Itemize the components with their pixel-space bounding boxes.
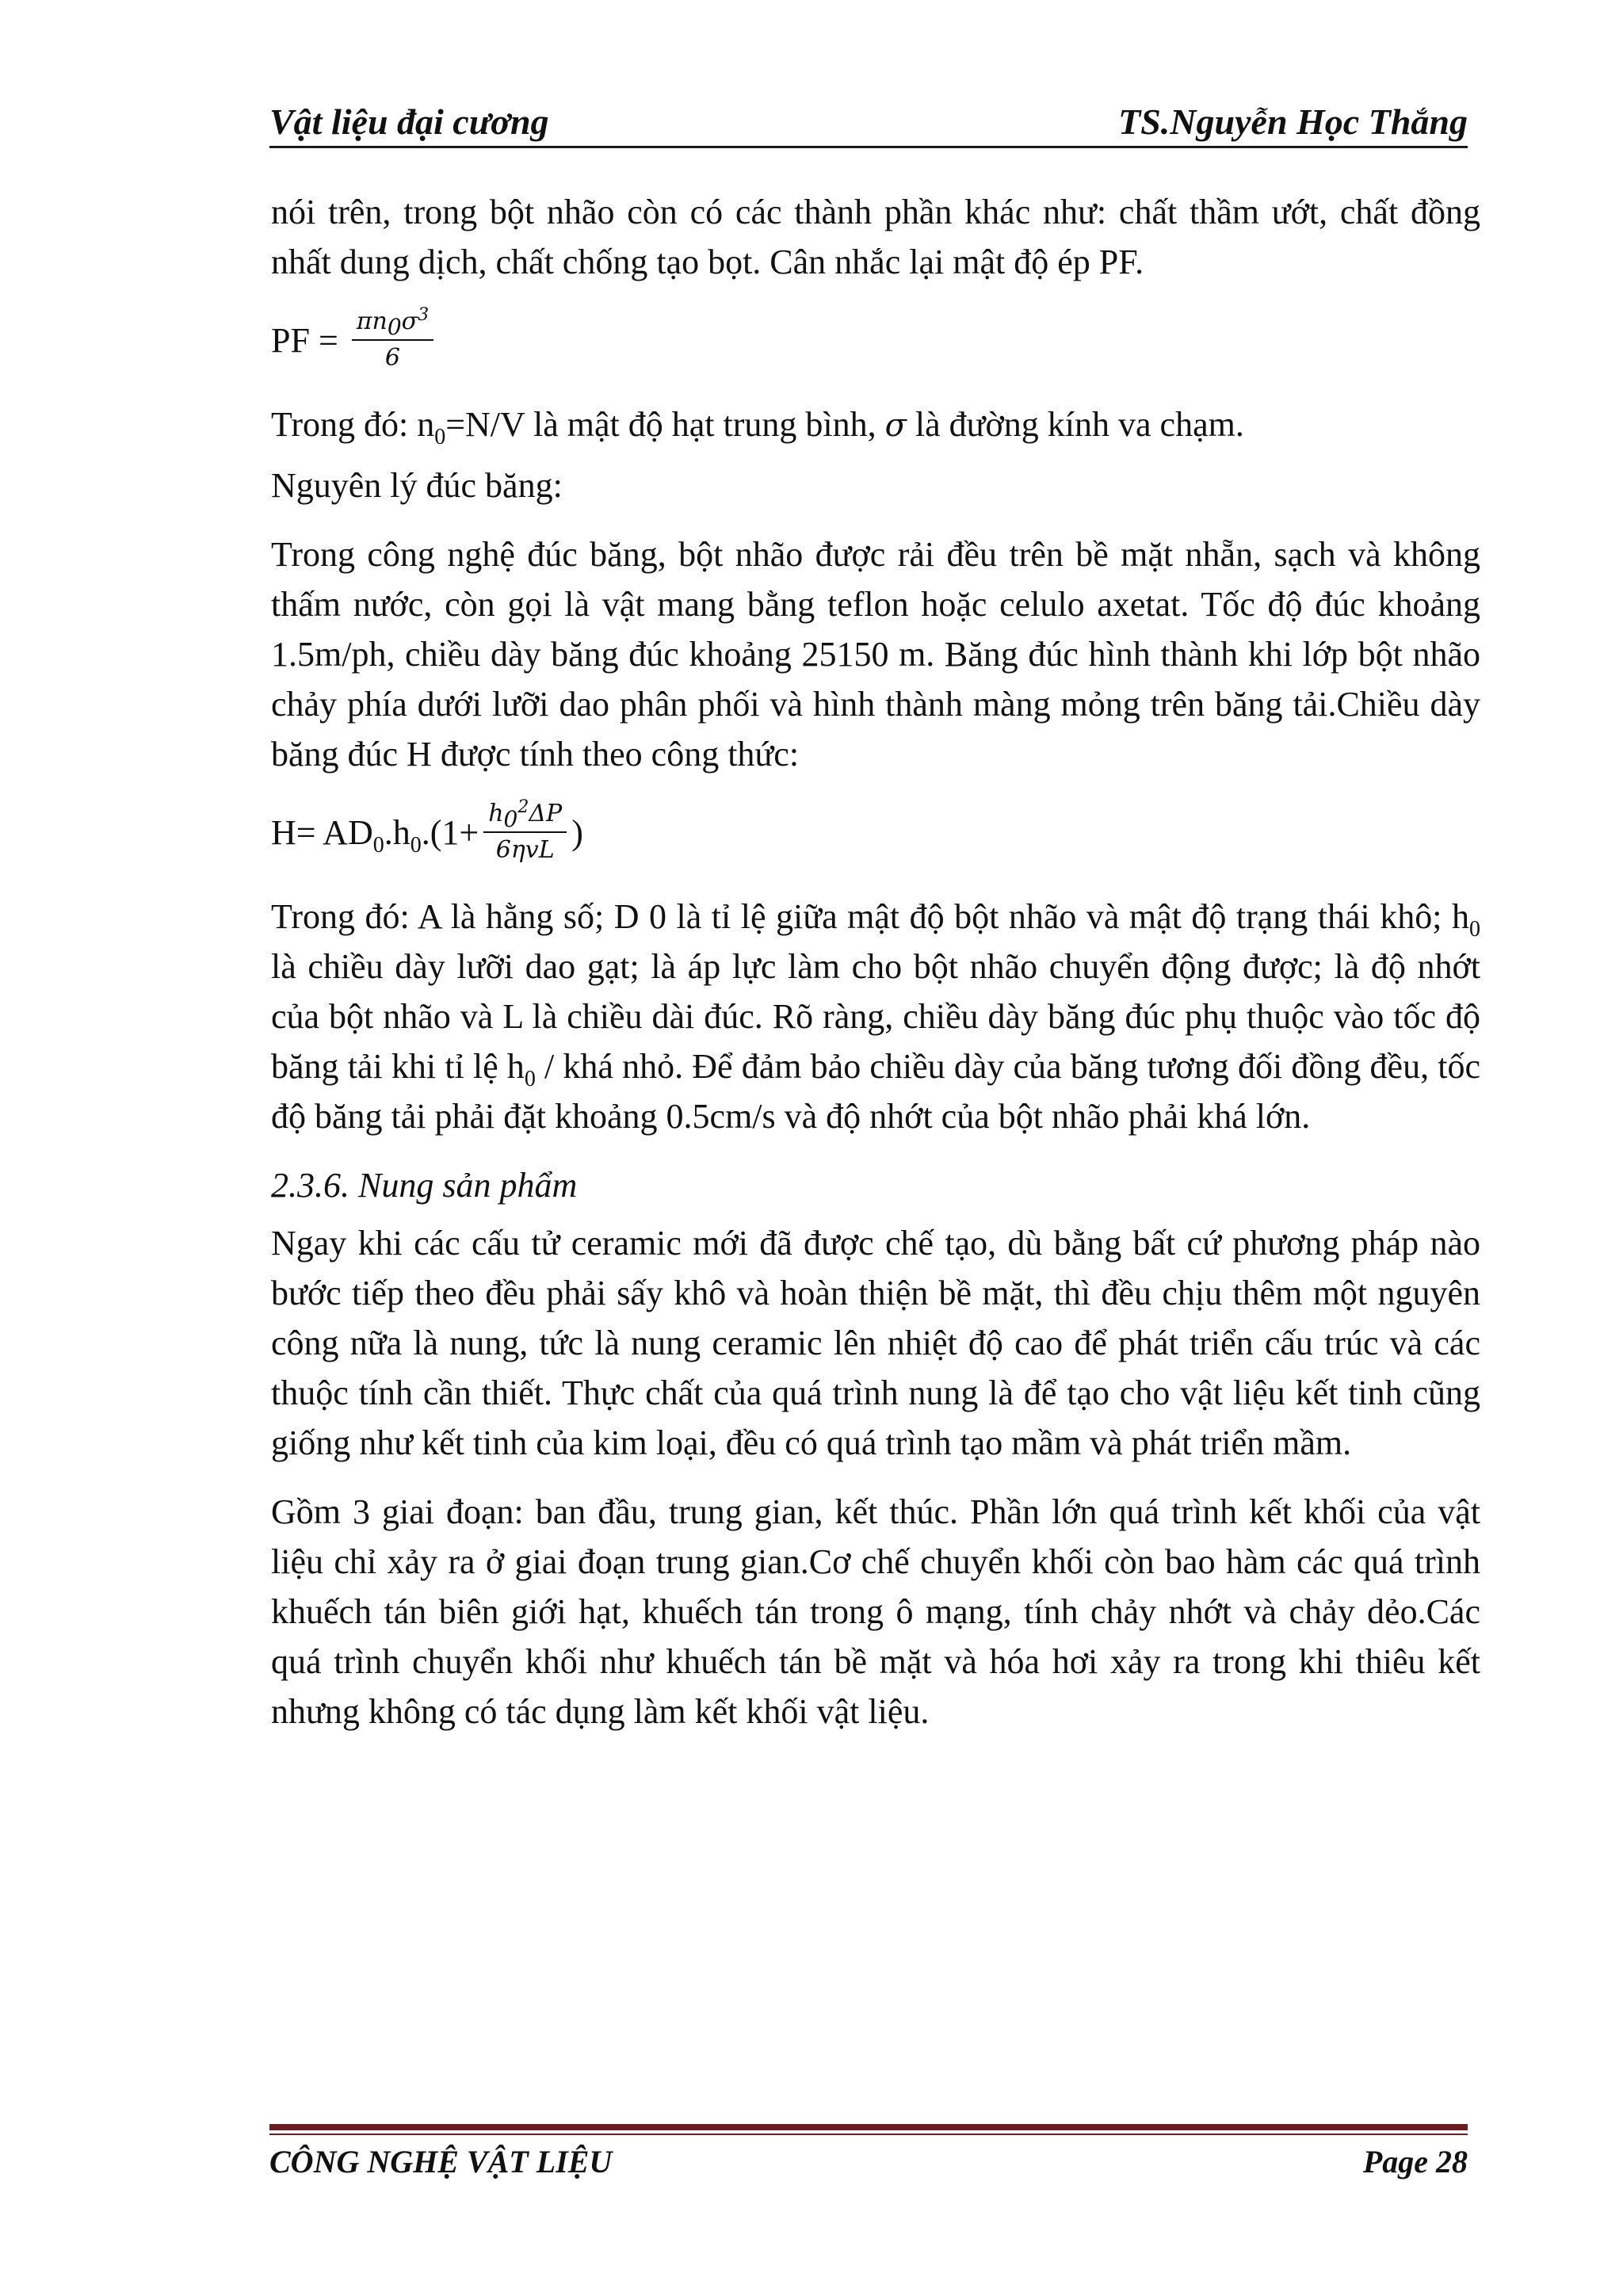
p5-text-c: / khá nhỏ. Để đảm bảo chiều dày của băng tương đối đồng đều, tốc độ băng tải phải đặt khoảng 0.5cm/s và độ nhớt của bột nhão phải khá lớn. xyxy=(271,1047,1481,1136)
p2-sub: 0 xyxy=(434,424,446,449)
formula-h-numerator xyxy=(483,798,567,833)
pf-num-text: πn xyxy=(356,308,388,335)
formula-pf-lhs: PF = xyxy=(271,320,347,360)
footer-rule-thin xyxy=(269,2134,1468,2135)
paragraph-intro: nói trên, trong bột nhão còn có các thành phần khác như: chất thầm ướt, chất đồng nhất dung dịch, chất chống tạo bọt. Cân nhắc lại mật độ ép PF. xyxy=(271,193,1480,281)
paragraph-tape-casting: Trong công nghệ đúc băng, bột nhão được rải đều trên bề mặt nhẵn, sạch và không thấm nước, còn gọi là vật mang bằng teflon hoặc celulo axetat. Tốc độ đúc khoảng 1.5m/ph, chiều dày băng đúc khoảng 25150 m. Băng đúc hình thành khi lớp bột nhão chảy phía dưới lưỡi dao phân phối và hình thành màng mỏng trên băng tải.Chiều dày băng đúc H được tính theo công thức: xyxy=(271,535,1480,774)
h-sub2: 0 xyxy=(410,832,422,858)
h-sub1: 0 xyxy=(372,832,384,858)
header-title: Vật liệu đại cương xyxy=(269,101,549,142)
paragraph-where-a xyxy=(271,892,1480,1141)
footer-rule xyxy=(269,2124,1468,2135)
h-text-c: .(1+ xyxy=(421,812,479,852)
paragraph-firing: Ngay khi các cấu tử ceramic mới đã được chế tạo, dù bằng bất cứ phương pháp nào bước tiếp theo đều phải sấy khô và hoàn thiện bề mặt, thì đều chịu thêm một nguyên công nữa là nung, tức là nung ceramic lên nhiệt độ cao để phát triển cấu trúc và các thuộc tính cần thiết. Thực chất của quá trình nung là để tạo cho vật liệu kết tinh cũng giống như kết tinh của kim loại, đều có quá trình tạo mầm và phát triển mầm. xyxy=(271,1224,1480,1462)
h-text-b: .h xyxy=(384,812,411,852)
formula-h-denominator: 6ηvL xyxy=(495,836,555,864)
p5-text-a: Trong đó: A là hằng số; D 0 là tỉ lệ giữa mật độ bột nhão và mật độ trạng thái khô; h xyxy=(271,897,1469,936)
pf-num-sigma: σ xyxy=(401,308,418,335)
h-num-sup: 2 xyxy=(517,797,529,817)
formula-h-lhs xyxy=(271,808,479,858)
page-header xyxy=(269,94,1468,148)
page-number: Page 28 xyxy=(1362,2144,1468,2179)
pf-num-sup: 3 xyxy=(418,305,430,325)
header-author: TS.Nguyễn Học Thắng xyxy=(1118,101,1468,142)
pf-num-sub: 0 xyxy=(387,314,402,340)
formula-pf-numerator xyxy=(352,306,433,341)
p2-sigma: σ xyxy=(884,407,907,444)
page-footer xyxy=(269,2137,1468,2184)
footer-rule-thick xyxy=(269,2124,1468,2130)
page-content xyxy=(271,187,1480,1755)
formula-h xyxy=(271,789,1480,876)
p2-text-a: Trong đó: n xyxy=(271,405,435,444)
p5-text-b: là chiều dày lưỡi dao gạt; là áp lực làm cho bột nhão chuyển động được; là độ nhớt của bột nhão và L là chiều dài đúc. Rõ ràng, chiều dày băng đúc phụ thuộc vào tốc độ băng tải khi tỉ lệ h xyxy=(271,947,1480,1086)
p5-sub2: 0 xyxy=(524,1066,536,1091)
formula-pf-denominator: 6 xyxy=(384,344,400,372)
formula-h-fraction xyxy=(483,798,567,866)
paragraph-stages: Gồm 3 giai đoạn: ban đầu, trung gian, kết thúc. Phần lớn quá trình kết khối của vật liệu chỉ xảy ra ở giai đoạn trung gian.Cơ chế chuyển khối còn bao hàm các quá trình khuếch tán biên giới hạt, khuếch tán trong ô mạng, tính chảy nhớt và chảy dẻo.Các quá trình chuyển khối như khuếch tán bề mặt và hóa hơi xảy ra trong khi thiêu kết nhưng không có tác dụng làm kết khối vật liệu. xyxy=(271,1492,1480,1731)
formula-pf xyxy=(271,296,1480,384)
h-num-sub: 0 xyxy=(503,806,518,832)
h-text-a: H= AD xyxy=(271,812,373,852)
section-heading: 2.3.6. Nung sản phẩm xyxy=(271,1166,578,1205)
formula-h-close: ) xyxy=(571,812,583,852)
formula-pf-fraction xyxy=(352,306,433,374)
p2-text-b: =N/V là mật độ hạt trung bình, xyxy=(445,405,885,444)
paragraph-where-n0 xyxy=(271,399,1480,451)
footer-title: CÔNG NGHỆ VẬT LIỆU xyxy=(269,2144,613,2179)
p5-sub1: 0 xyxy=(1469,916,1480,942)
h-num-h: h xyxy=(488,800,504,827)
h-num-rest: ΔP xyxy=(529,800,563,827)
p2-text-c: là đường kính va chạm. xyxy=(906,405,1244,444)
paragraph-principle-label: Nguyên lý đúc băng: xyxy=(271,466,563,505)
